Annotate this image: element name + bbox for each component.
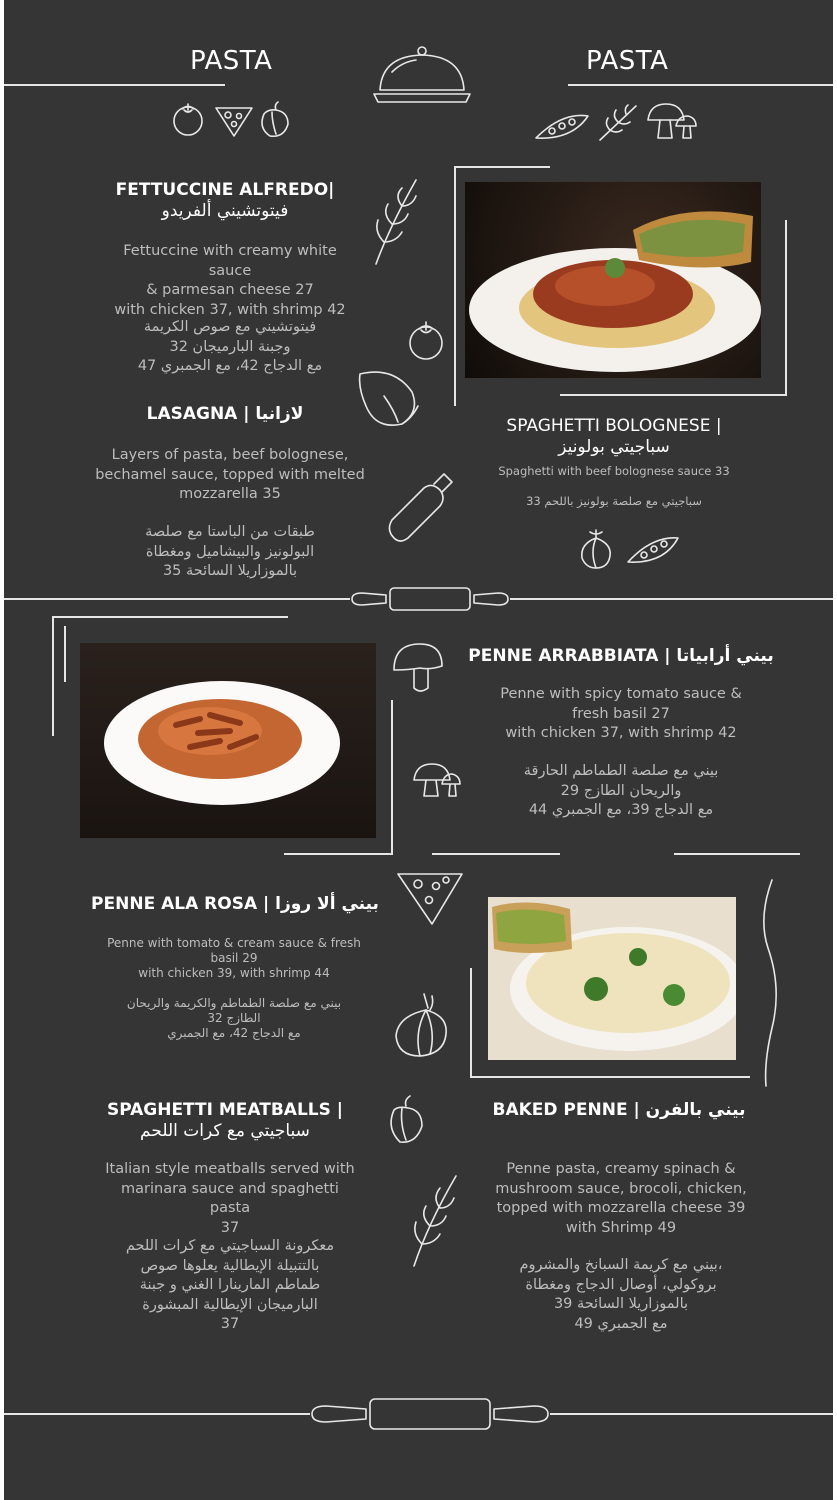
item-title [90, 1100, 360, 1142]
garlic-icon [390, 990, 454, 1060]
tomato-icon [170, 100, 206, 138]
item-title: LASAGNA | لازانيا [146, 404, 304, 424]
item-description-ar: بيني مع صلصة الطماطم الحارقة والريحان الطازج 29 مع الدجاج 39، مع الجمبري 44 [523, 763, 719, 818]
item-title-en: SPAGHETTI BOLOGNESE | [506, 416, 722, 436]
frame-line [52, 616, 54, 736]
frame-line [560, 394, 786, 396]
frame-line [674, 853, 800, 855]
frame-line [52, 616, 288, 618]
herb-sprig-icon [596, 102, 640, 144]
header-rule-right [568, 84, 833, 86]
section-divider [550, 1413, 833, 1415]
pepper-icon [254, 100, 294, 140]
item-description: Penne pasta, creamy spinach & mushroom sauce, brocoli, chicken, topped with mozzarella cheese 39 with Shrimp 49 [495, 1161, 747, 1236]
penne-arrabbiata-photo [80, 643, 376, 838]
item-title [100, 180, 350, 222]
herb-sprig-icon [408, 1172, 462, 1268]
item-description: Layers of pasta, beef bolognese, bechamel sauce, topped with melted mozzarella 35 [95, 447, 365, 502]
item-description: Spaghetti with beef bolognese sauce 33 [498, 464, 730, 478]
header-rule-left [4, 84, 225, 86]
cutting-board-icon [384, 472, 454, 546]
cloche-icon [372, 42, 472, 108]
frame-line [64, 626, 66, 682]
tomato-icon [406, 318, 446, 362]
item-description-ar: سباجيتي مع صلصة بولونيز باللحم 33 [526, 494, 702, 508]
frame-line [391, 700, 393, 855]
menu-board [4, 0, 833, 1500]
peapod-icon [532, 110, 592, 144]
frame-line [432, 853, 560, 855]
header-left-title: PASTA [190, 46, 273, 76]
rolling-pin-icon [350, 585, 510, 613]
item-title-en: FETTUCCINE ALFREDO| [115, 180, 335, 200]
herb-sprig-icon [370, 176, 422, 266]
garlic-icon [576, 526, 616, 570]
section-divider [4, 1413, 310, 1415]
rolling-pin-icon [310, 1396, 550, 1432]
frame-line [454, 166, 456, 406]
peapod-icon [624, 532, 682, 568]
baked-penne-photo [488, 897, 736, 1060]
item-title-ar: فيتوتشيني ألفريدو [161, 201, 289, 221]
frame-line [284, 853, 392, 855]
cheese-icon [212, 104, 256, 140]
item-description-ar: طبقات من الباستا مع صلصة البولونيز والبيشاميل ومغطاة بالموزاريلا السائحة 35 [145, 524, 315, 579]
frame-line [785, 220, 787, 396]
frame-line [470, 968, 472, 1078]
frame-line [454, 166, 550, 168]
mushroom-icon [390, 640, 450, 696]
item-title-ar: سباجيتي بولونيز [558, 437, 670, 457]
pepper-icon [382, 1094, 426, 1146]
section-divider [4, 598, 350, 600]
item-description-ar: معكرونة السباجيتي مع كرات اللحم بالتتبيلة الإيطالية يعلوها صوص طماطم المارينارا الغني و جبنة البارميجان الإيطالية المبشورة 37 [125, 1238, 335, 1332]
cheese-icon [394, 868, 466, 928]
header-right-title: PASTA [586, 46, 669, 76]
item-title: PENNE ARRABBIATA | بيني أرابياتا [468, 646, 774, 666]
item-description: Fettuccine with creamy white sauce & parmesan cheese 27 with chicken 37, with shrimp 42 [114, 243, 346, 318]
item-title [474, 416, 754, 458]
item-description: Penne with spicy tomato sauce & fresh basil 27 with chicken 37, with shrimp 42 [500, 686, 742, 741]
item-title-en: SPAGHETTI MEATBALLS | [106, 1100, 344, 1120]
item-description-ar: فيتوتشيني مع صوص الكريمة وجبنة البارميجان 32 مع الدجاج 42، مع الجمبري 47 [137, 319, 323, 374]
item-description-ar: بيني مع صلصة الطماطم والكريمة والريحان الطازج 32 مع الدجاج 42، مع الجمبري [126, 996, 342, 1040]
spaghetti-bolognese-photo [465, 182, 761, 378]
section-divider [510, 598, 833, 600]
item-description: Penne with tomato & cream sauce & fresh basil 29 with chicken 39, with shrimp 44 [107, 936, 361, 980]
item-title-ar: سباجيتي مع كرات اللحم [140, 1121, 310, 1141]
garlic-icon [354, 366, 424, 432]
frame-curve [756, 878, 786, 1088]
mushroom-icon [408, 758, 464, 802]
mushroom-icon [644, 102, 698, 142]
item-description: Italian style meatballs served with marinara sauce and spaghetti pasta 37 [105, 1161, 355, 1236]
item-title: BAKED PENNE | بيني بالفرن [492, 1100, 746, 1120]
item-description-ar: بيني مع كريمة السبانخ والمشروم، بروكولي، أوصال الدجاج ومغطاة بالموزاريلا السائحة 39 مع الجمبري 49 [519, 1257, 723, 1332]
item-title: PENNE ALA ROSA | بيني ألا روزا [91, 894, 379, 914]
frame-line [470, 1076, 750, 1078]
